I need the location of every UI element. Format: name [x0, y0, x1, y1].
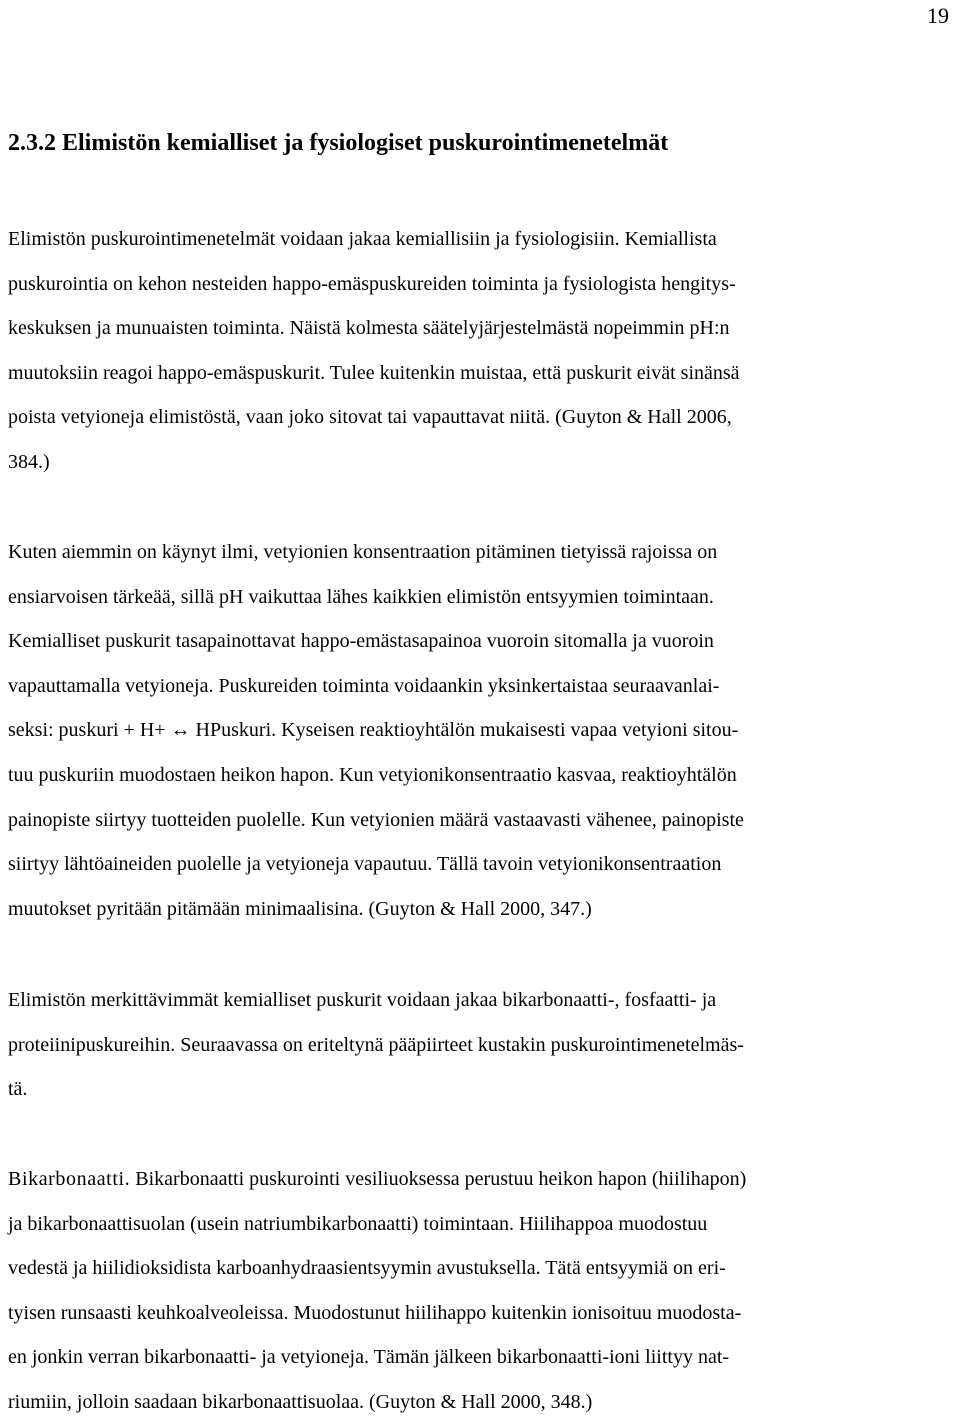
text-line: seksi: puskuri + H+ ↔ HPuskuri. Kyseisen reaktioyhtälön mukaisesti vapaa vetyioni sitou-	[8, 719, 739, 742]
paragraph-main-buffers	[8, 978, 958, 1112]
text-line: proteiinipuskureihin. Seuraavassa on eriteltynä pääpiirteet kustakin puskurointimenetelmäs-	[8, 1033, 744, 1056]
text-line: Kemialliset puskurit tasapainottavat happo-emästasapainoa vuoroin sitomalla ja vuoroin	[8, 630, 714, 653]
text-line: keskuksen ja munuaisten toiminta. Näistä kolmesta säätelyjärjestelmästä nopeimmin pH:n	[8, 317, 730, 340]
text-line: puskurointia on kehon nesteiden happo-emäspuskureiden toiminta ja fysiologista hengitys-	[8, 272, 736, 295]
text-line: muutoksiin reagoi happo-emäspuskurit. Tulee kuitenkin muistaa, että puskurit eivät sinänsä	[8, 361, 740, 384]
text-line: tuu puskuriin muodostaen heikon hapon. Kun vetyionikonsentraatio kasvaa, reaktioyhtälön	[8, 763, 737, 786]
text-line: vapauttamalla vetyioneja. Puskureiden toiminta voidaankin yksinkertaistaa seuraavanlai-	[8, 674, 720, 697]
text-line: tä.	[8, 1078, 28, 1101]
paragraph-bicarbonate	[8, 1157, 958, 1425]
text-line: painopiste siirtyy tuotteiden puolelle. Kun vetyionien määrä vastaavasti vähenee, painopiste	[8, 808, 744, 831]
text-line: ensiarvoisen tärkeää, sillä pH vaikuttaa lähes kaikkien elimistön entsyymien toimintaan.	[8, 585, 714, 608]
text-line: Kuten aiemmin on käynyt ilmi, vetyionien konsentraation pitäminen tietyissä rajoissa on	[8, 541, 718, 563]
text-line: muutokset pyritään pitämään minimaalisina. (Guyton & Hall 2000, 347.)	[8, 897, 592, 920]
bicarbonate-term: Bikarbonaatti.	[8, 1168, 131, 1190]
text-line: riumiin, jolloin saadaan bikarbonaattisuolaa. (Guyton & Hall 2000, 348.)	[8, 1390, 593, 1413]
text-line: vedestä ja hiilidioksidista karboanhydraasientsyymin avustuksella. Tätä entsyymiä on eri-	[8, 1257, 726, 1280]
paragraph-chemical-buffers	[8, 530, 958, 931]
bicarbonate-first-line-text: Bikarbonaatti puskurointi vesiliuoksessa perustuu heikon hapon (hiilihapon)	[130, 1168, 747, 1190]
text-line	[8, 1157, 958, 1202]
text-line: tyisen runsaasti keuhkoalveoleissa. Muodostunut hiilihappo kuitenkin ionisoituu muodosta-	[8, 1301, 742, 1324]
text-line: siirtyy lähtöaineiden puolelle ja vetyioneja vapautuu. Tällä tavoin vetyionikonsentraation	[8, 853, 722, 876]
text-line: 384.)	[8, 450, 50, 473]
text-line: poista vetyioneja elimistöstä, vaan joko sitovat tai vapauttavat niitä. (Guyton & Hall 2006,	[8, 406, 732, 429]
paragraph-buffer-methods	[8, 217, 958, 485]
page-number: 19	[927, 3, 949, 28]
text-line: Elimistön merkittävimmät kemialliset puskurit voidaan jakaa bikarbonaatti-, fosfaatti- ja	[8, 989, 717, 1011]
text-line: en jonkin verran bikarbonaatti- ja vetyioneja. Tämän jälkeen bikarbonaatti-ioni liittyy nat-	[8, 1346, 730, 1369]
section-heading: 2.3.2 Elimistön kemialliset ja fysiologiset puskurointimenetelmät	[8, 130, 669, 156]
text-line: Elimistön puskurointimenetelmät voidaan jakaa kemiallisiin ja fysiologisiin. Kemiallista	[8, 228, 717, 250]
text-line: ja bikarbonaattisuolan (usein natriumbikarbonaatti) toimintaan. Hiilihappoa muodostuu	[8, 1212, 708, 1235]
